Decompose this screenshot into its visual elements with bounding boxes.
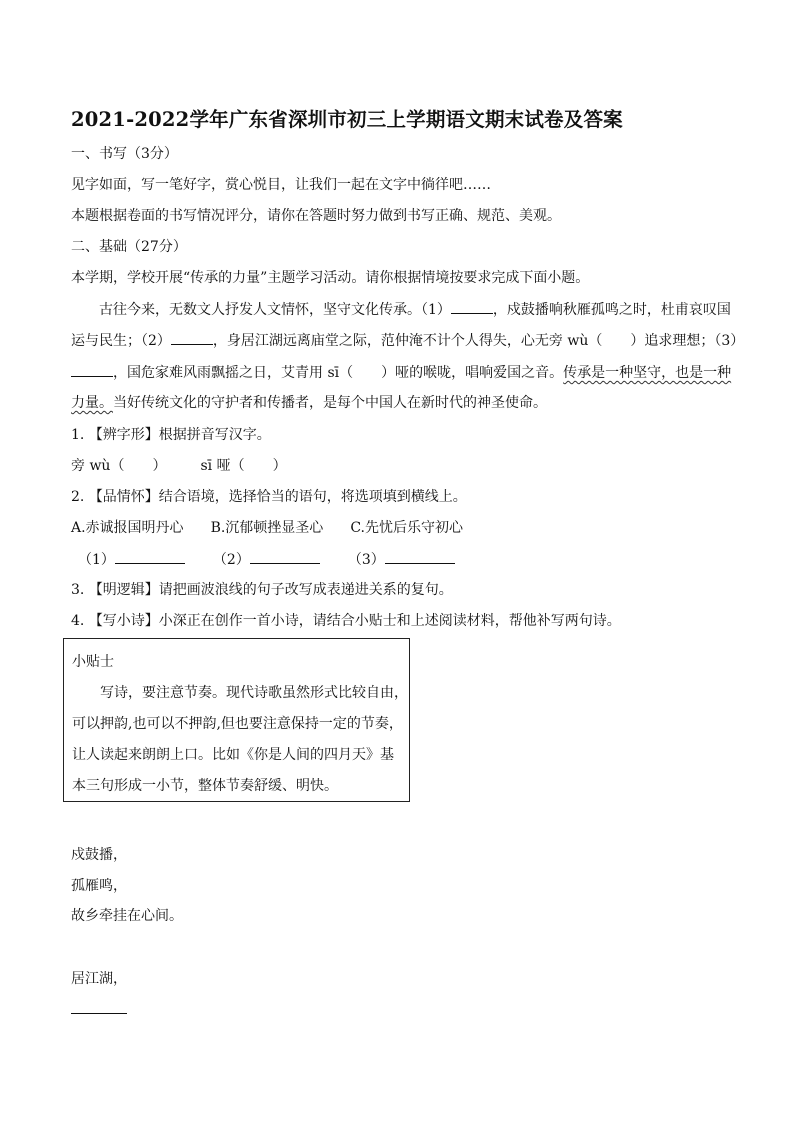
tip-box [63, 638, 410, 802]
tip-line: 写诗，要注意节奏。现代诗歌虽然形式比较自由， [100, 685, 408, 701]
section1-line2: 本题根据卷面的书写情况评分，请你在答题时努力做到书写正确、规范、美观。 [71, 208, 561, 224]
option-c: C.先忧后乐守初心 [350, 520, 463, 536]
tip-line: 让人读起来朗朗上口。比如《你是人间的四月天》基 [72, 747, 394, 763]
poem-line-3: 故乡牵挂在心间。 [71, 908, 183, 924]
poem-answer-blank[interactable] [71, 1013, 127, 1014]
passage-text: ，戍鼓播响秋雁孤鸣之时，杜甫哀叹国 [492, 302, 731, 318]
wavy-sentence: 力量。 [71, 395, 113, 411]
wavy-sentence: 传承是一种坚守，也是一种 [563, 365, 732, 381]
option-a: A.赤诚报国明丹心 [71, 520, 184, 536]
tip-line: 本三句形成一小节，整体节奏舒缓、明快。 [72, 778, 338, 794]
fill-blank-2[interactable] [171, 330, 213, 345]
section2-heading: 二、基础（27分） [71, 239, 187, 255]
q1-item-b: sī 哑（ ） [200, 458, 287, 474]
passage-text: 古往今来，无数文人抒发人文情怀，坚守文化传承。（1） [99, 302, 451, 318]
page-title: 2021-2022学年广东省深圳市初三上学期语文期末试卷及答案 [71, 108, 623, 131]
answer-blank-1[interactable] [115, 549, 185, 564]
fill-blank-1[interactable] [451, 299, 493, 314]
question-2-options [71, 518, 463, 538]
fill-blank-3[interactable] [71, 362, 113, 377]
section2-intro: 本学期，学校开展“传承的力量”主题学习活动。请你根据情境按要求完成下面小题。 [71, 270, 590, 286]
passage-line-1 [99, 299, 731, 320]
answer-blank-2[interactable] [250, 549, 320, 564]
blank-label-2: （2） [212, 552, 250, 568]
tip-title: 小贴士 [72, 654, 114, 670]
blank-label-1: （1） [78, 552, 115, 568]
passage-text: ，身居江湖远离庙堂之际，范仲淹不计个人得失，心无旁 wù（ ）追求理想；（3） [212, 333, 745, 349]
question-2: 2. 【品情怀】结合语境，选择恰当的语句，将选项填到横线上。 [71, 489, 467, 505]
question-2-blanks [78, 549, 455, 570]
passage-line-3 [71, 362, 731, 383]
blank-label-3: （3） [347, 552, 385, 568]
poem-line-1: 戍鼓播， [71, 847, 127, 863]
question-1-items [71, 456, 287, 476]
tip-line: 可以押韵,也可以不押韵,但也要注意保持一定的节奏， [72, 716, 403, 732]
section1-line1: 见字如面，写一笔好字，赏心悦目，让我们一起在文字中徜徉吧…… [71, 177, 491, 193]
answer-blank-3[interactable] [385, 549, 455, 564]
passage-line-2 [71, 330, 744, 351]
passage-text: 运与民生；（2） [71, 333, 171, 349]
question-4: 4. 【写小诗】小深正在创作一首小诗，请结合小贴士和上述阅读材料，帮他补写两句诗。 [71, 613, 621, 629]
question-3: 3. 【明逻辑】请把画波浪线的句子改写成表递进关系的复句。 [71, 582, 453, 598]
poem-line-4: 居江湖， [71, 971, 127, 987]
q1-item-a: 旁 wù（ ） [71, 458, 167, 474]
question-1: 1. 【辨字形】根据拼音写汉字。 [71, 427, 271, 443]
option-b: B.沉郁顿挫显圣心 [210, 520, 324, 536]
poem-line-2: 孤雁鸣， [71, 878, 127, 894]
passage-text: ，国危家难风雨飘摇之日，艾青用 sī（ ）哑的喉咙，唱响爱国之音。 [113, 365, 564, 381]
passage-line-4 [71, 393, 547, 413]
passage-text: 当好传统文化的守护者和传播者，是每个中国人在新时代的神圣使命。 [113, 395, 547, 411]
section1-heading: 一、书写（3分） [71, 146, 178, 162]
